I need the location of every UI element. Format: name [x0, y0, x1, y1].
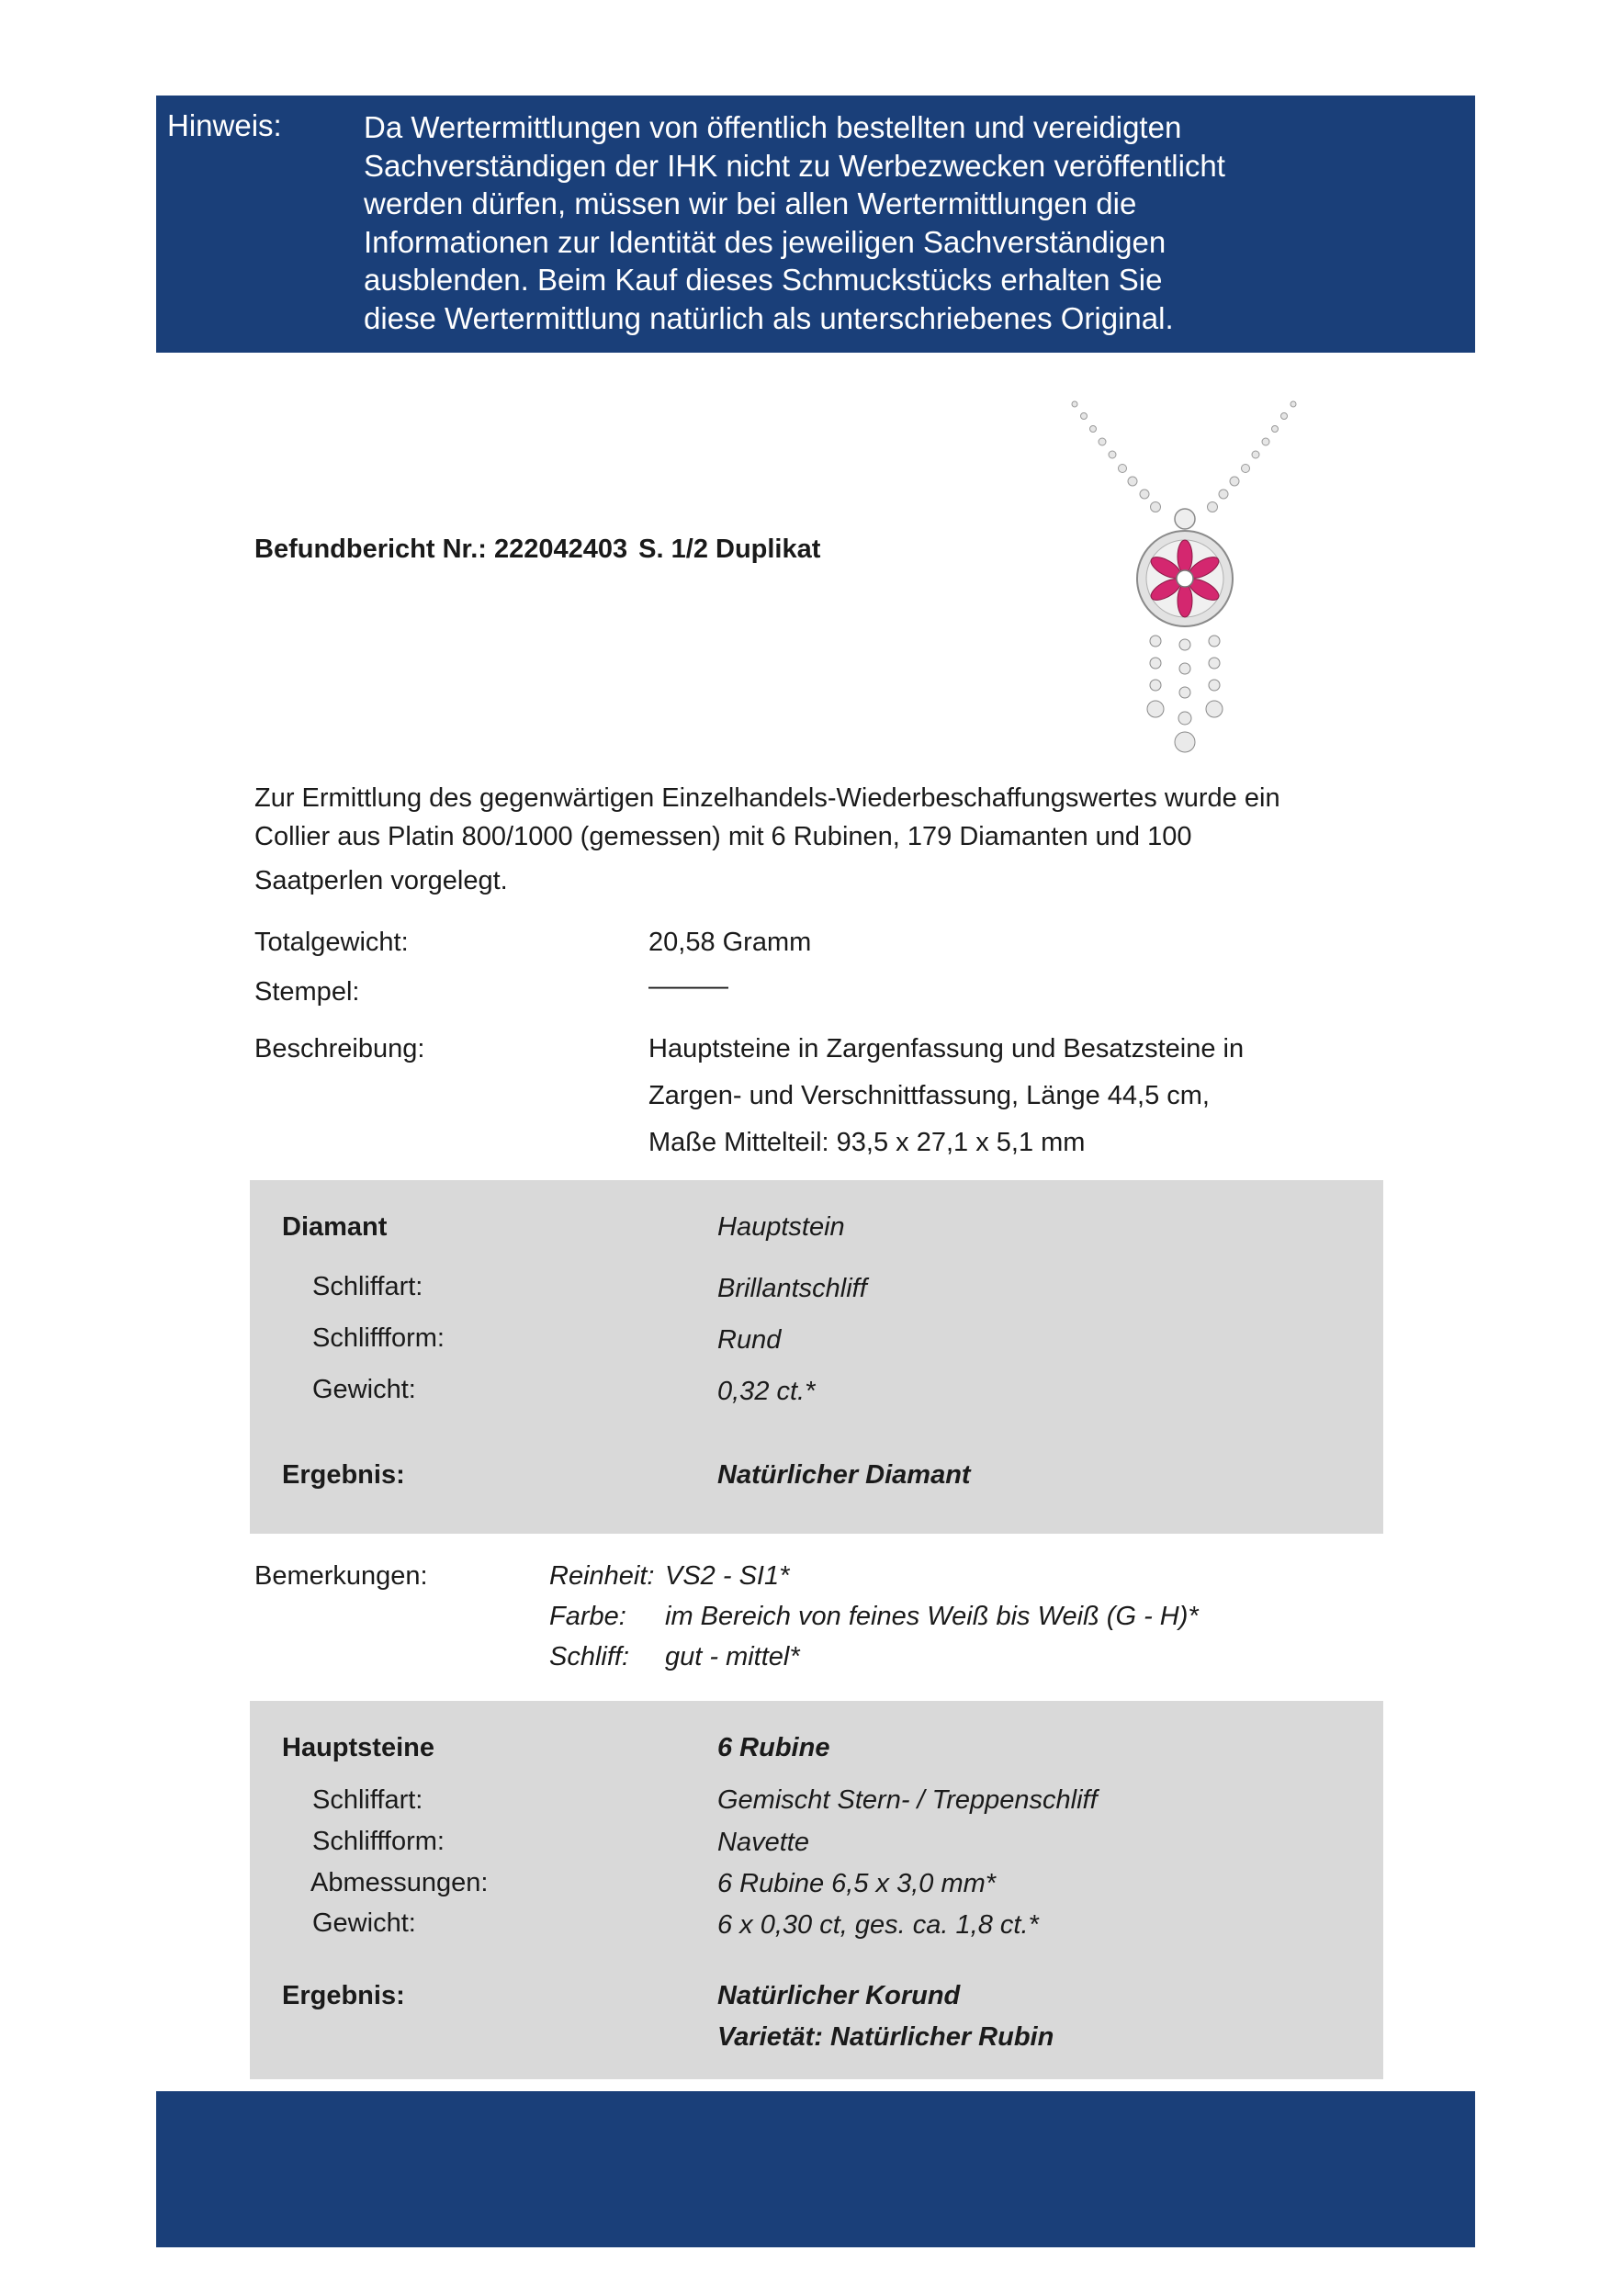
- intro-line: Collier aus Platin 800/1000 (gemessen) mit 6 Rubinen, 179 Diamanten und 100: [254, 822, 1192, 851]
- stamp-label: Stempel:: [254, 977, 360, 1007]
- description-line: Zargen- und Verschnittfassung, Länge 44,5 cm,: [648, 1081, 1210, 1110]
- diamond-result-label: Ergebnis:: [282, 1460, 405, 1490]
- main-stones-subtitle: 6 Rubine: [717, 1733, 830, 1762]
- footer-banner: [156, 2091, 1475, 2247]
- intro-line: Zur Ermittlung des gegenwärtigen Einzelhandels-Wiederbeschaffungswertes wurde ein: [254, 783, 1280, 813]
- main-stones-title: Hauptsteine: [282, 1733, 434, 1762]
- diamond-section: [250, 1180, 1383, 1534]
- notice-line: werden dürfen, müssen wir bei allen Wertermittlungen die: [364, 186, 1137, 220]
- main-stones-result-label: Ergebnis:: [282, 1981, 405, 2010]
- diamond-row-label: Schliffart:: [312, 1272, 423, 1301]
- diamond-row-value: 0,32 ct.*: [717, 1377, 816, 1406]
- notice-text: [364, 108, 1448, 337]
- chain-right: [1208, 401, 1297, 512]
- notice-line: Sachverständigen der IHK nicht zu Werbezwecken veröffentlicht: [364, 148, 1225, 183]
- main-stones-row-value: Gemischt Stern- / Treppenschliff: [717, 1785, 1098, 1815]
- remarks-key: Schliff:: [549, 1642, 630, 1671]
- remarks-value: im Bereich von feines Weiß bis Weiß (G - H)*: [665, 1602, 1199, 1631]
- main-stones-section: [250, 1701, 1383, 2079]
- report-number: [254, 535, 820, 565]
- notice-banner: [156, 96, 1475, 353]
- description-label: Beschreibung:: [254, 1034, 425, 1064]
- notice-label: Hinweis:: [167, 108, 282, 142]
- total-weight-label: Totalgewicht:: [254, 928, 409, 957]
- main-stones-result-variety: Varietät: Natürlicher Rubin: [717, 2022, 1054, 2052]
- notice-line: Informationen zur Identität des jeweiligen Sachverständigen: [364, 224, 1167, 259]
- chain-left: [1072, 401, 1161, 512]
- remarks-key: Farbe:: [549, 1602, 626, 1631]
- remarks-label: Bemerkungen:: [254, 1561, 428, 1591]
- remarks-key: Reinheit:: [549, 1561, 655, 1591]
- pendant-drops: [1147, 636, 1223, 752]
- remarks-value: VS2 - SI1*: [665, 1561, 790, 1591]
- notice-line: ausblenden. Beim Kauf dieses Schmuckstücks erhalten Sie: [364, 263, 1163, 297]
- remarks-value: gut - mittel*: [665, 1642, 800, 1671]
- necklace-image: [1056, 386, 1313, 767]
- notice-line: Da Wertermittlungen von öffentlich bestellten und vereidigten: [364, 110, 1182, 144]
- report-page-label: S. 1/2 Duplikat: [638, 535, 821, 564]
- diamond-row-value: Brillantschliff: [717, 1274, 867, 1303]
- diamond-row-value: Rund: [717, 1325, 782, 1355]
- main-stones-row-label: Gewicht:: [312, 1908, 416, 1938]
- stamp-value: ———: [648, 972, 728, 1001]
- main-stones-row-value: 6 x 0,30 ct, ges. ca. 1,8 ct.*: [717, 1910, 1039, 1940]
- top-diamond: [1175, 509, 1195, 529]
- report-number-label: Befundbericht Nr.: 222042403: [254, 535, 628, 564]
- main-stones-row-label: Schliffart:: [312, 1785, 423, 1815]
- main-stones-row-label: Abmessungen:: [310, 1868, 489, 1897]
- intro-paragraph: [254, 779, 1403, 900]
- total-weight-value: 20,58 Gramm: [648, 928, 812, 957]
- diamond-row-label: Schliffform:: [312, 1323, 445, 1353]
- intro-line: Saatperlen vorgelegt.: [254, 866, 508, 895]
- diamond-result-value: Natürlicher Diamant: [717, 1460, 971, 1490]
- main-stones-row-value: Navette: [717, 1828, 809, 1857]
- description-line: Maße Mittelteil: 93,5 x 27,1 x 5,1 mm: [648, 1128, 1086, 1157]
- main-stones-result-value: Natürlicher Korund: [717, 1981, 961, 2010]
- main-stones-row-label: Schliffform:: [312, 1827, 445, 1856]
- diamond-title: Diamant: [282, 1212, 388, 1242]
- description-line: Hauptsteine in Zargenfassung und Besatzsteine in: [648, 1034, 1245, 1064]
- diamond-subtitle: Hauptstein: [717, 1212, 845, 1242]
- diamond-row-label: Gewicht:: [312, 1375, 416, 1404]
- notice-line: diese Wertermittlung natürlich als unterschriebenes Original.: [364, 300, 1174, 335]
- flower-pendant: [1137, 531, 1233, 626]
- main-stones-row-value: 6 Rubine 6,5 x 3,0 mm*: [717, 1869, 997, 1898]
